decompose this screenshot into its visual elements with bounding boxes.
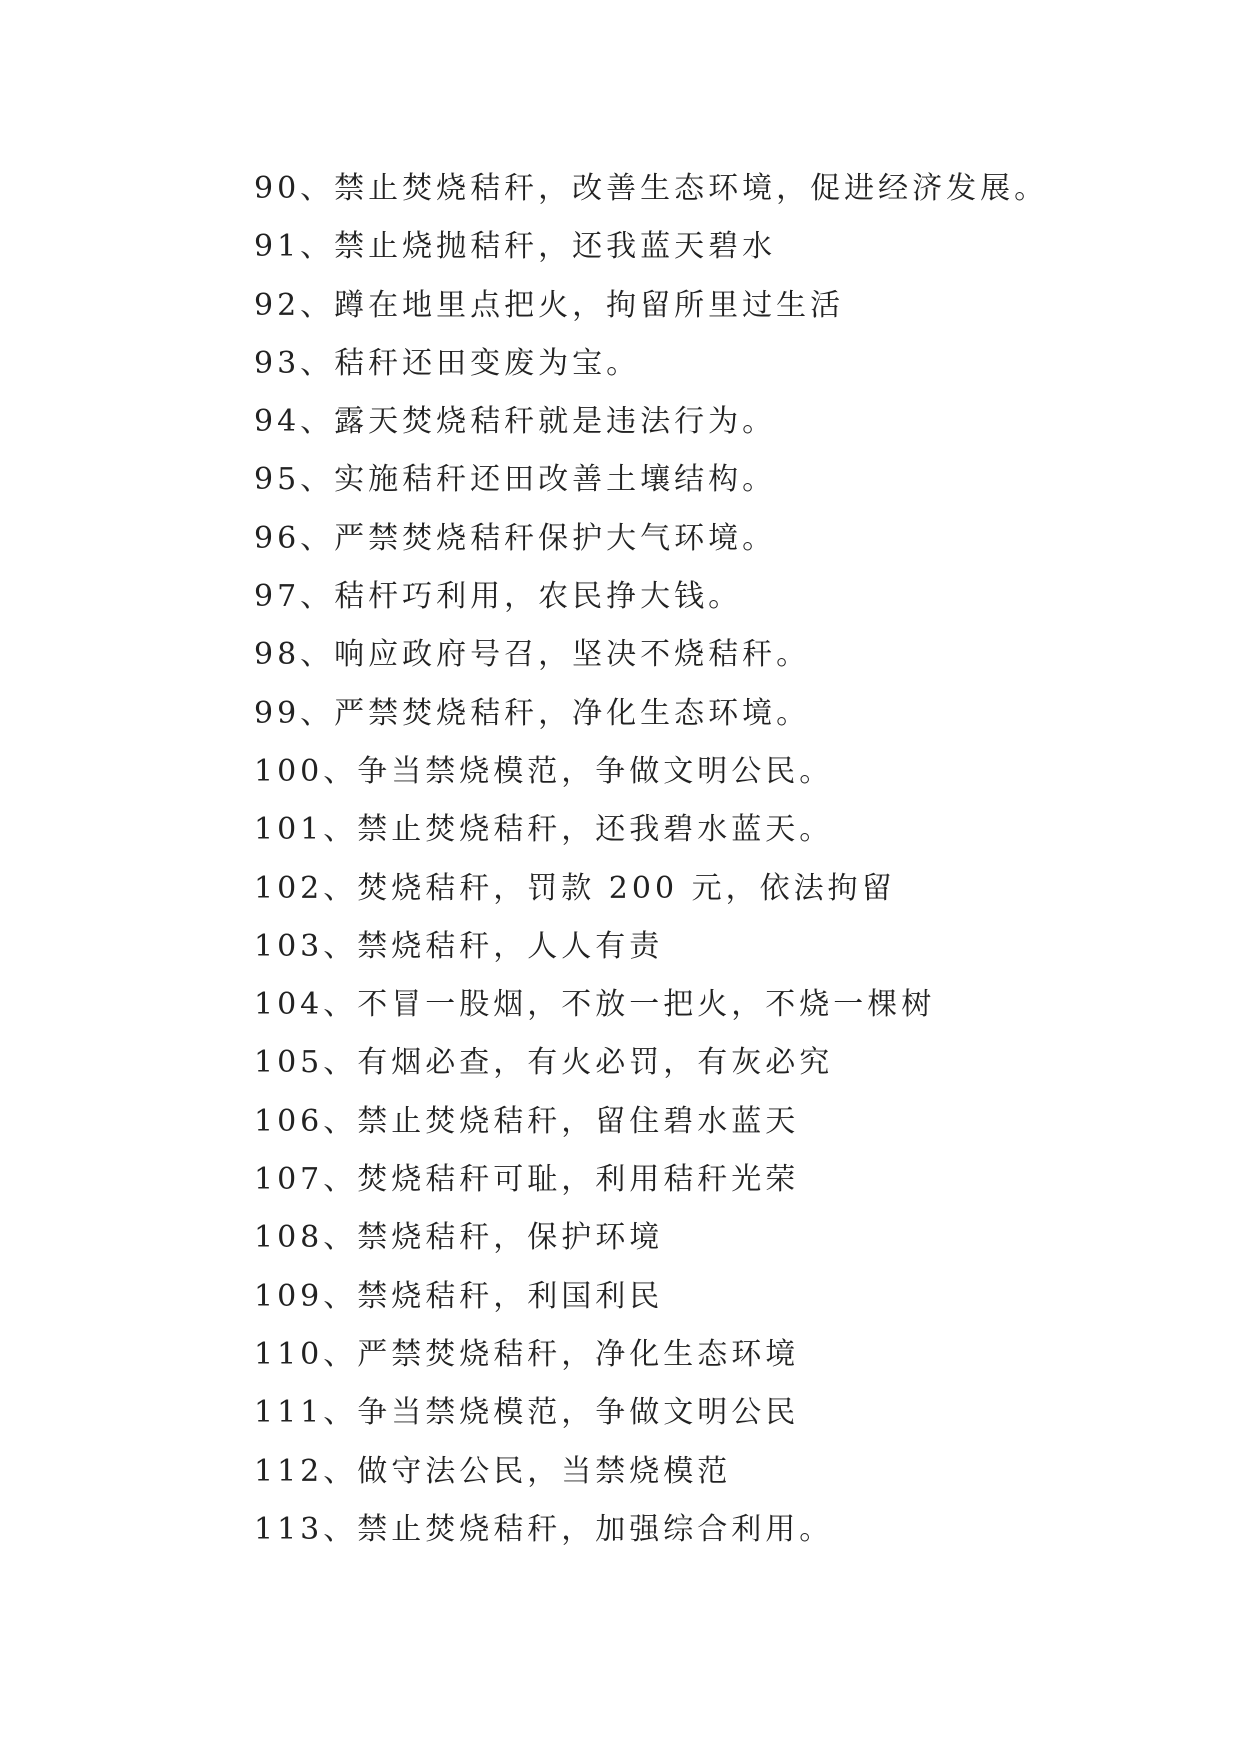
list-item: 108、禁烧秸秆，保护环境 [254,1220,664,1256]
list-item: 109、禁烧秸秆，利国利民 [254,1278,664,1314]
list-item: 90、禁止焚烧秸秆，改善生态环境，促进经济发展。 [254,171,1049,206]
list-item: 99、严禁焚烧秸秆，净化生态环境。 [254,695,811,731]
list-item: 107、焚烧秸秆可耻，利用秸秆光荣 [254,1162,800,1198]
list-item: 98、响应政府号召，坚决不烧秸秆。 [254,637,811,673]
list-item: 113、禁止焚烧秸秆，加强综合利用。 [254,1511,834,1547]
slogan-list [254,160,1154,1559]
list-item: 110、严禁焚烧秸秆，净化生态环境 [254,1336,800,1372]
list-item: 105、有烟必查，有火必罚，有灰必究 [254,1045,834,1081]
list-item: 91、禁止烧抛秸秆，还我蓝天碧水 [254,229,777,265]
list-item: 92、蹲在地里点把火，拘留所里过生活 [254,287,845,323]
list-item: 111、争当禁烧模范，争做文明公民 [254,1395,800,1431]
list-item: 104、不冒一股烟，不放一把火，不烧一棵树 [254,987,936,1023]
list-item: 93、秸秆还田变废为宝。 [254,345,641,381]
list-item: 102、焚烧秸秆，罚款 200 元，依法拘留 [254,870,896,906]
list-item: 94、露天焚烧秸秆就是违法行为。 [254,404,777,440]
list-item: 97、秸杆巧利用，农民挣大钱。 [254,579,743,615]
list-item: 95、实施秸秆还田改善土壤结构。 [254,462,777,498]
list-item: 96、严禁焚烧秸秆保护大气环境。 [254,520,777,556]
list-item: 112、做守法公民，当禁烧模范 [254,1453,732,1489]
list-item: 101、禁止焚烧秸秆，还我碧水蓝天。 [254,812,834,848]
list-item: 106、禁止焚烧秸秆，留住碧水蓝天 [254,1103,800,1139]
list-item: 103、禁烧秸秆，人人有责 [254,928,664,964]
list-item: 100、争当禁烧模范，争做文明公民。 [254,753,834,789]
